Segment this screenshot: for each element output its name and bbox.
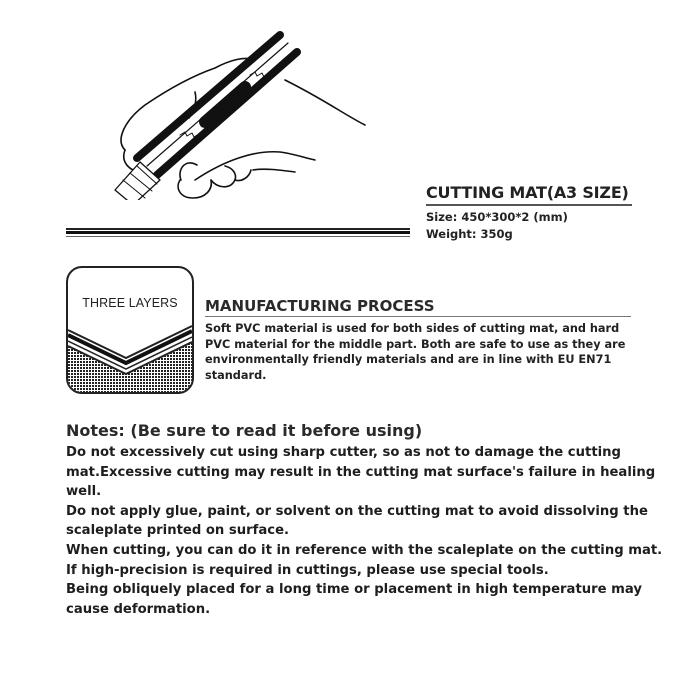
section-divider [66,228,410,238]
note-item: When cutting, you can do it in reference with the scaleplate on the cutting mat. [66,542,663,558]
title-underline [205,316,631,317]
hand-holding-utility-knife-icon [85,30,405,200]
notes-list [66,443,666,619]
three-layers-label: THREE LAYERS [82,296,178,310]
spec-weight: Weight: 350g [426,227,513,241]
note-item: Do not excessively cut using sharp cutter, so as not to damage the cutting mat.Excessive cutting may result in the cutting mat surface's failure in healing well. [66,445,656,500]
notes-title: Notes: (Be sure to read it before using) [66,421,423,440]
manufacturing-process-body: Soft PVC material is used for both sides of cutting mat, and hard PVC material for the middle part. Both are safe to use as they are environmentally friendly materials and are in line with EU EN71 standard. [205,322,626,382]
note-item: Being obliquely placed for a long time or placement in high temperature may cause deformation. [66,582,642,617]
title-underline [426,204,632,206]
manufacturing-process-title: MANUFACTURING PROCESS [205,297,435,315]
three-layers-icon [68,268,192,392]
three-layers-badge [66,266,194,394]
note-item: Do not apply glue, paint, or solvent on the cutting mat to avoid dissolving the scaleplate printed on surface. [66,503,648,539]
spec-size: Size: 450*300*2 (mm) [426,210,568,224]
product-title: CUTTING MAT(A3 SIZE) [426,183,629,202]
note-item: If high-precision is required in cuttings, please use special tools. [66,562,549,578]
